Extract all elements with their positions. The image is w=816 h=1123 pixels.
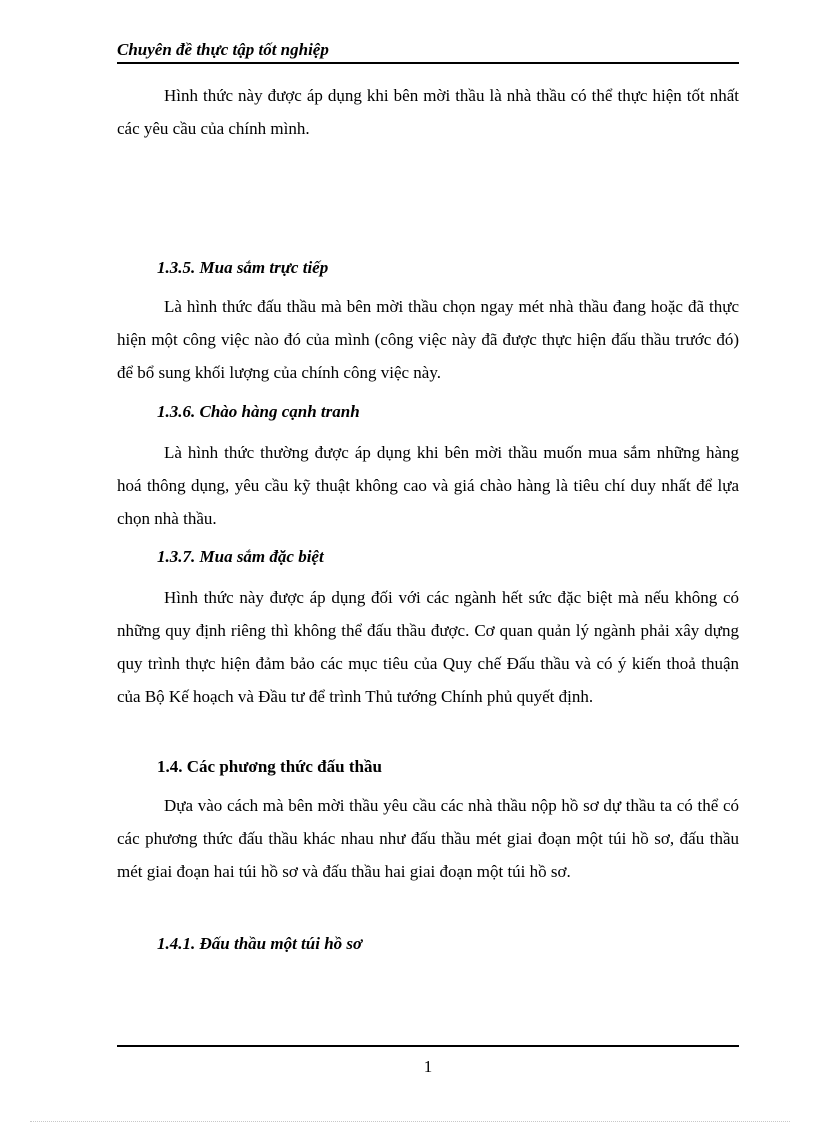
heading-1-3-6: 1.3.6. Chào hàng cạnh tranh (157, 402, 360, 421)
page-number: 1 (423, 1057, 433, 1076)
paragraph-1-3-7: Hình thức này được áp dụng đối với các ngành hết sức đặc biệt mà nếu không có những quy định riêng thì không thể đấu thầu được. Cơ quan quản lý ngành phải xây dựng quy trình thực hiện đảm bảo các mục tiêu của Quy chế Đấu thầu và có ý kiến thoả thuận của Bộ Kế hoạch và Đầu tư để trình Thủ tướng Chính phủ quyết định. (117, 588, 739, 706)
paragraph-1-4: Dựa vào cách mà bên mời thầu yêu cầu các nhà thầu nộp hồ sơ dự thầu ta có thể có các phương thức đấu thầu khác nhau như đấu thầu mét giai đoạn một túi hồ sơ, đấu thầu mét giai đoạn hai túi hồ sơ và đấu thầu hai giai đoạn một túi hồ sơ. (117, 796, 739, 881)
heading-1-4: 1.4. Các phương thức đấu thầu (157, 757, 382, 776)
paragraph-1-3-5: Là hình thức đấu thầu mà bên mời thầu chọn ngay mét nhà thầu đang hoặc đã thực hiện một công việc nào đó của mình (công việc này đã được thực hiện đấu thầu trước đó) để bổ sung khối lượng của chính công việc này. (117, 297, 739, 382)
running-header-title: Chuyên đề thực tập tốt nghiệp (117, 40, 329, 59)
paragraph-intro: Hình thức này được áp dụng khi bên mời thầu là nhà thầu có thể thực hiện tốt nhất các yêu cầu của chính mình. (117, 86, 739, 138)
page-edge (30, 1121, 790, 1122)
header-rule (117, 62, 739, 64)
paragraph-1-3-6: Là hình thức thường được áp dụng khi bên mời thầu muốn mua sắm những hàng hoá thông dụng, yêu cầu kỹ thuật không cao và giá chào hàng là tiêu chí duy nhất để lựa chọn nhà thầu. (117, 443, 739, 528)
heading-1-4-1: 1.4.1. Đấu thầu một túi hồ sơ (157, 934, 363, 953)
footer-rule (117, 1045, 739, 1047)
heading-1-3-7: 1.3.7. Mua sắm đặc biệt (157, 547, 324, 566)
heading-1-3-5: 1.3.5. Mua sắm trực tiếp (157, 258, 329, 277)
